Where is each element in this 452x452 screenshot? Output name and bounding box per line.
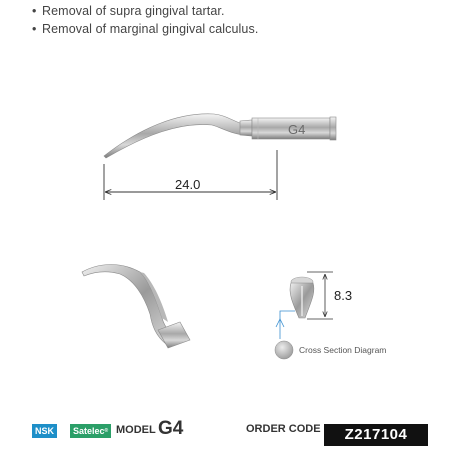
section-dimension-label: 8.3 bbox=[334, 288, 353, 303]
tip-perspective-view bbox=[82, 265, 190, 349]
nsk-logo: NSK bbox=[32, 424, 57, 438]
length-dimension bbox=[104, 150, 277, 200]
satelec-logo: Satelec® bbox=[70, 424, 111, 438]
order-code-value: Z217104 bbox=[324, 424, 428, 446]
feature-item: • Removal of marginal gingival calculus. bbox=[32, 22, 259, 36]
product-footer bbox=[32, 417, 432, 445]
feature-item: • Removal of supra gingival tartar. bbox=[32, 4, 225, 18]
tip-engraving: G4 bbox=[288, 122, 306, 137]
length-dimension-label: 24.0 bbox=[175, 177, 201, 192]
model-label: MODEL bbox=[116, 424, 156, 436]
model-value: G4 bbox=[158, 418, 184, 439]
order-code-label: ORDER CODE bbox=[246, 423, 321, 435]
tip-side-view bbox=[104, 114, 336, 158]
cross-section-label: Cross Section Diagram bbox=[299, 345, 387, 355]
